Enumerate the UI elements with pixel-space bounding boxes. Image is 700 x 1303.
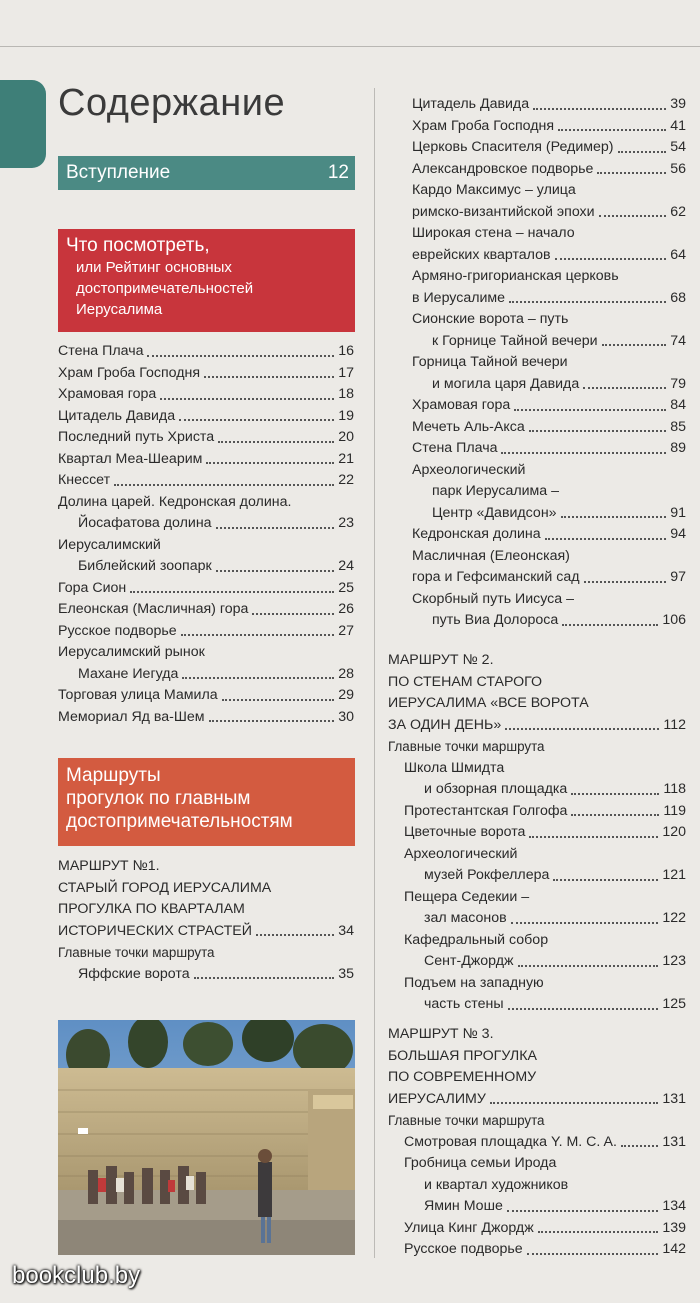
toc-entry[interactable]: Школа Шмидта и обзорная площадка 118	[404, 759, 686, 797]
section-subheading-line: Иерусалима	[76, 301, 163, 318]
section-subheading-line: достопримечательностей	[76, 280, 254, 297]
toc-entry[interactable]: Храм Гроба Господня 17	[58, 364, 354, 381]
toc-entry[interactable]: Археологический музей Рокфеллера 121	[404, 845, 686, 883]
toc-entry[interactable]: Церковь Спасителя (Редимер) 54	[412, 139, 686, 155]
toc-entry[interactable]: Цитадель Давида 39	[412, 96, 686, 112]
toc-entry[interactable]: Иерусалимский рынок Махане Иегуда 28	[58, 644, 354, 682]
section-subheading-line: или Рейтинг основных	[76, 259, 232, 276]
toc-entry[interactable]: Александровское подворье 56	[412, 160, 686, 177]
toc-entry[interactable]: Мечеть Аль-Акса 85	[412, 418, 686, 435]
route-2-block	[388, 650, 686, 1016]
toc-entry[interactable]: Квартал Меа-Шеарим 21	[58, 450, 354, 467]
route-1-title[interactable]: МАРШРУТ №1. СТАРЫЙ ГОРОД ИЕРУСАЛИМА ПРОГУЛКА ПО КВАРТАЛАМ ИСТОРИЧЕСКИХ СТРАСТЕЙ 34	[58, 858, 354, 939]
toc-entry[interactable]: Археологический парк Иерусалима – Центр «Давидсон» 91	[412, 461, 686, 521]
toc-entry[interactable]: Стена Плача 89	[412, 440, 686, 456]
toc-entry[interactable]: Кардо Максимус – улица римско-византийской эпохи 62	[412, 182, 686, 220]
toc-entry[interactable]: Кафедральный собор Сент-Джордж 123	[404, 931, 686, 969]
toc-entry[interactable]: Последний путь Христа 20	[58, 429, 354, 445]
page-title: Содержание	[58, 82, 286, 124]
toc-entry[interactable]: Кедронская долина 94	[412, 526, 686, 542]
intro-page: 12	[327, 162, 349, 183]
section-heading-line: достопримечательностям	[66, 811, 293, 832]
toc-entry[interactable]: Масличная (Елеонская) гора и Гефсиманский сад 97	[412, 547, 686, 585]
toc-entry[interactable]: Гора Сион 25	[58, 579, 354, 596]
section-heading-sights	[58, 229, 355, 332]
intro-bar	[58, 156, 355, 190]
toc-entry[interactable]: Цитадель Давида 19	[58, 407, 354, 424]
top-rule	[0, 46, 700, 47]
section-heading-routes	[58, 758, 355, 846]
toc-entry[interactable]: Армяно-григорианская церковь в Иерусалиме 68	[412, 268, 686, 306]
toc-entry[interactable]: Протестантская Голгофа 119	[404, 802, 686, 819]
toc-entry[interactable]: Мемориал Яд ва-Шем 30	[58, 708, 354, 725]
toc-entry[interactable]: Смотровая площадка Y. M. C. A. 131	[404, 1133, 686, 1150]
intro-label: Вступление	[66, 162, 171, 183]
toc-entry[interactable]: Гробница семьи Ирода и квартал художников Ямин Моше 134	[404, 1155, 686, 1214]
toc-entry[interactable]: Пещера Седекии – зал масонов 122	[404, 888, 686, 926]
route-1-block	[58, 856, 354, 985]
toc-entry[interactable]: Сионские ворота – путь к Горнице Тайной вечери 74	[412, 311, 686, 349]
section-heading-line: Что посмотреть,	[66, 235, 210, 256]
toc-entry[interactable]: Русское подворье 27	[58, 622, 354, 639]
toc-entry[interactable]: Стена Плача 16	[58, 343, 354, 359]
toc-entry[interactable]: Подъем на западную часть стены 125	[404, 974, 686, 1012]
chapter-tab	[0, 80, 46, 168]
section-heading-line: прогулок по главным	[66, 788, 251, 809]
toc-entry[interactable]: Улица Кинг Джордж 139	[404, 1219, 686, 1236]
toc-entry[interactable]: Яффские ворота 35	[78, 965, 354, 982]
route-points-label: Главные точки маршрута	[388, 1113, 545, 1128]
route-points-label: Главные точки маршрута	[388, 739, 545, 754]
route-3-block	[388, 1024, 686, 1261]
section-heading-line: Маршруты	[66, 765, 161, 786]
toc-entry[interactable]: Горница Тайной вечери и могила царя Давида 79	[412, 354, 686, 392]
toc-entry[interactable]: Кнессет 22	[58, 472, 354, 488]
toc-entry[interactable]: Долина царей. Кедронская долина. Йосафатова долина 23	[58, 493, 354, 531]
toc-entry[interactable]: Иерусалимский Библейский зоопарк 24	[58, 536, 354, 574]
toc-entry[interactable]: Торговая улица Мамила 29	[58, 687, 354, 703]
toc-entry[interactable]: Русское подворье 142	[404, 1241, 686, 1257]
column-divider	[374, 88, 375, 1258]
watermark: bookclub.by	[12, 1262, 141, 1289]
toc-entry[interactable]: Храмовая гора 18	[58, 386, 354, 402]
toc-list-sights	[58, 341, 354, 728]
toc-entry[interactable]: Храм Гроба Господня 41	[412, 117, 686, 134]
western-wall-photo	[58, 1020, 355, 1255]
toc-entry[interactable]: Храмовая гора 84	[412, 397, 686, 413]
toc-entry[interactable]: Елеонская (Масличная) гора 26	[58, 601, 354, 617]
route-2-title[interactable]: МАРШРУТ № 2. ПО СТЕНАМ СТАРОГО ИЕРУСАЛИМА «ВСЕ ВОРОТА ЗА ОДИН ДЕНЬ» 112	[388, 652, 686, 733]
toc-list-routes	[412, 94, 686, 632]
toc-entry[interactable]: Скорбный путь Иисуса – путь Виа Долороса 106	[412, 590, 686, 628]
toc-entry[interactable]: Цветочные ворота 120	[404, 824, 686, 840]
toc-entry[interactable]: Широкая стена – начало еврейских кварталов 64	[412, 225, 686, 263]
route-points-label: Главные точки маршрута	[58, 945, 215, 960]
route-3-title[interactable]: МАРШРУТ № 3. БОЛЬШАЯ ПРОГУЛКА ПО СОВРЕМЕННОМУ ИЕРУСАЛИМУ 131	[388, 1026, 686, 1107]
